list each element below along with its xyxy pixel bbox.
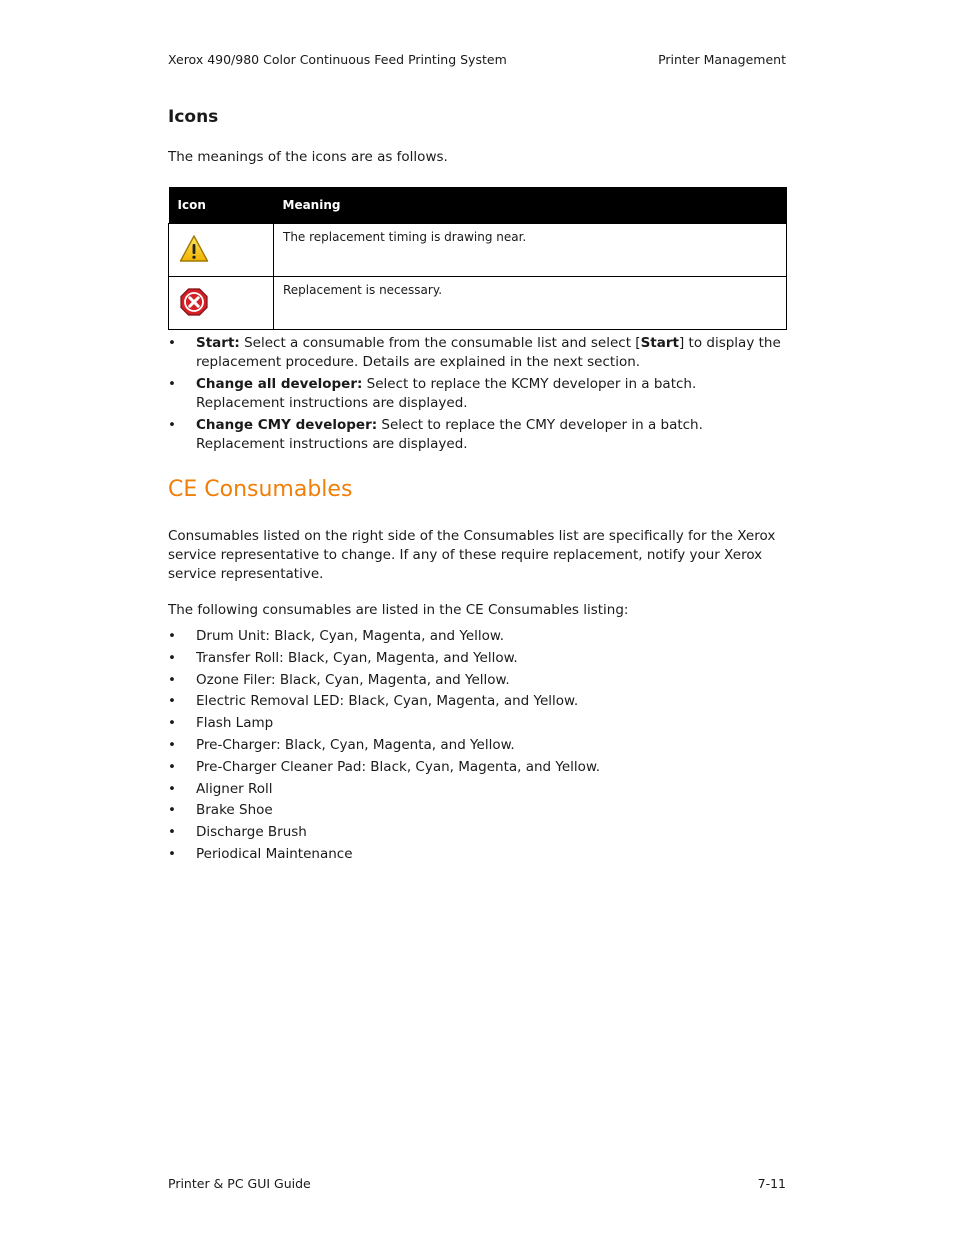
list-item: • Transfer Roll: Black, Cyan, Magenta, and Yellow. [168,649,788,668]
bullet-label: Start: [196,335,240,351]
list-item: • Periodical Maintenance [168,845,788,864]
running-header-section: Printer Management [658,52,786,67]
bullet-text: Select to replace the CMY developer in a batch. Replacement instructions are displayed. [196,417,703,452]
list-item: • Pre-Charger Cleaner Pad: Black, Cyan, Magenta, and Yellow. [168,758,788,777]
ce-description: Consumables listed on the right side of the Consumables list are specifically for the Xerox service representative to change. If any of these require replacement, notify your Xerox service representative. [168,528,776,582]
table-row [169,224,787,277]
ce-list-intro: The following consumables are listed in the CE Consumables listing: [168,602,629,618]
icons-table [168,187,787,330]
action-bullet-list [168,334,788,457]
list-item: • Flash Lamp [168,714,788,733]
icons-heading: Icons [168,107,219,127]
list-item: • Ozone Filer: Black, Cyan, Magenta, and Yellow. [168,671,788,690]
list-item: • Drum Unit: Black, Cyan, Magenta, and Yellow. [168,627,788,646]
list-item: • Brake Shoe [168,801,788,820]
table-row [169,277,787,330]
list-item: • Discharge Brush [168,823,788,842]
running-footer-title: Printer & PC GUI Guide [168,1176,311,1191]
icons-intro: The meanings of the icons are as follows. [168,149,448,165]
list-item [168,334,788,372]
bullet-text: Select to replace the KCMY developer in a batch. Replacement instructions are displayed. [196,376,697,411]
bullet-label: Change all developer: [196,376,363,392]
running-header-title: Xerox 490/980 Color Continuous Feed Printing System [168,52,507,67]
warning-triangle-icon [179,234,209,264]
table-header-row [169,187,787,224]
bullet-text: ] to display the replacement procedure. Details are explained in the next section. [196,335,781,370]
col-header-icon: Icon [169,187,274,224]
page-number: 7-11 [757,1176,786,1191]
list-item [168,416,788,454]
list-item: • Electric Removal LED: Black, Cyan, Magenta, and Yellow. [168,692,788,711]
ce-consumables-heading: CE Consumables [168,477,353,502]
bullet-text: Select a consumable from the consumable list and select [ [239,335,641,351]
icon-cell [169,277,274,330]
icon-cell [169,224,274,277]
bullet-label: Change CMY developer: [196,417,378,433]
bullet-inline-bold: Start [640,335,679,351]
list-item: • Aligner Roll [168,780,788,799]
ce-consumables-list [168,627,788,867]
list-item: • Pre-Charger: Black, Cyan, Magenta, and Yellow. [168,736,788,755]
col-header-meaning: Meaning [274,187,787,224]
meaning-cell: The replacement timing is drawing near. [274,224,787,277]
list-item [168,375,788,413]
meaning-cell: Replacement is necessary. [274,277,787,330]
stop-error-icon [179,287,209,317]
